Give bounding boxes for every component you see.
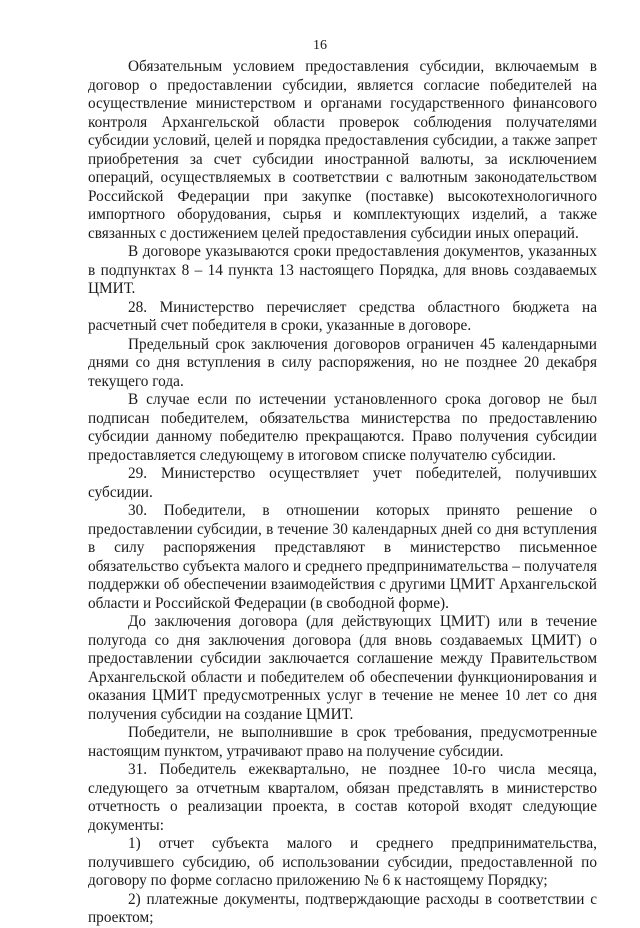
- paragraph: Обязательным условием предоставления субсидии, включаемым в договор о предоставлении субсидии, является согласие победителей на осуществление министерством и органами государственного финансового контроля Архангельской области проверок соблюдения получателями субсидии условий, целей и порядка предоставления субсидии, а также запрет приобретения за счет субсидии иностранной валюты, за исключением операций, осуществляемых в соответствии с валютным законодательством Российской Федерации при закупке (поставке) высокотехнологичного импортного оборудования, сырья и комплектующих изделий, а также связанных с достижением целей предоставления субсидии иных операций.: [88, 58, 597, 242]
- paragraph: Победители, не выполнившие в срок требования, предусмотренные настоящим пунктом, утрачивают право на получение субсидии.: [88, 724, 597, 760]
- paragraph: 31. Победитель ежеквартально, не позднее 10-го числа месяца, следующего за отчетным кварталом, обязан представлять в министерство отчетность о реализации проекта, в состав которой входят следующие документы:: [88, 761, 597, 834]
- paragraph: 1) отчет субъекта малого и среднего предпринимательства, получившего субсидию, об использовании субсидии, предоставленной по договору по форме согласно приложению № 6 к настоящему Порядку;: [88, 835, 597, 889]
- paragraph: В случае если по истечении установленного срока договор не был подписан победителем, обязательства министерства по предоставлению субсидии данному победителю прекращаются. Право получения субсидии предоставляется следующему в итоговом списке получателю субсидии.: [88, 391, 597, 464]
- paragraph: Предельный срок заключения договоров ограничен 45 календарными днями со дня вступления в силу распоряжения, но не позднее 20 декабря текущего года.: [88, 335, 597, 390]
- paragraph: В договоре указываются сроки предоставления документов, указанных в подпунктах 8 – 14 пункта 13 настоящего Порядка, для вновь создаваемых ЦМИТ.: [88, 243, 597, 297]
- paragraph: 2) платежные документы, подтверждающие расходы в соответствии с проектом;: [88, 890, 597, 926]
- body-text: [88, 58, 597, 928]
- paragraph: 28. Министерство перечисляет средства областного бюджета на расчетный счет победителя в сроки, указанные в договоре.: [88, 298, 597, 334]
- page-number: 16: [313, 38, 327, 53]
- paragraph: 30. Победители, в отношении которых принято решение о предоставлении субсидии, в течение 30 календарных дней со дня вступления в силу распоряжения представляют в министерство письменное обязательство субъекта малого и среднего предпринимательства – получателя поддержки об обеспечении взаимодействия с другими ЦМИТ Архангельской области и Российской Федерации (в свободной форме).: [88, 502, 597, 612]
- paragraph: 29. Министерство осуществляет учет победителей, получивших субсидии.: [88, 465, 597, 501]
- paragraph: До заключения договора (для действующих ЦМИТ) или в течение полугода со дня заключения договора (для вновь создаваемых ЦМИТ) о предоставлении субсидии заключается соглашение между Правительством Архангельской области и победителем об обеспечении функционирования и оказания ЦМИТ предусмотренных услуг в течение не менее 10 лет со дня получения субсидии на создание ЦМИТ.: [88, 613, 597, 723]
